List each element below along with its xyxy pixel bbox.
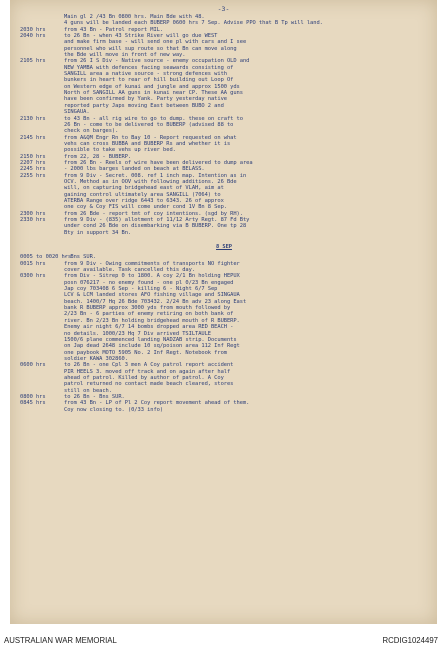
entry-text: - Bns SUR.	[64, 254, 96, 261]
entry-time: 2207 hrs	[20, 159, 46, 166]
entry-text: from 22, 28 - BUBERP.	[64, 153, 132, 160]
entry-time: 0005 to 0020 hrs	[20, 254, 72, 261]
entry-text: to 43 Bn - all rig wire to go to dump. these on craft to	[64, 115, 243, 122]
entry-text: bank R BUBERP approx 3000 yds from mouth followed by	[64, 305, 231, 312]
intro-line-cont: 4 guns will be landed each BUBERP 0600 hrs 7 Sep. Advise PPO that B Tp will land.	[64, 20, 323, 27]
entry-time	[20, 230, 64, 236]
entry-text: bunkers in heart to rear of hill building out Loop Of	[64, 77, 234, 84]
entry-text: no details. 1000/23 Hq 7 Div arrived TSILTAULE	[64, 330, 211, 337]
entry-text: cover available. Task cancelled this day.	[64, 267, 196, 274]
entry-text: North of SANGILL AA guns in kunai near CP. These AA guns	[64, 90, 243, 97]
entry-text: from A&QM Engr Rn to Bay 10 - Report requested on what	[64, 134, 237, 141]
entry-text: SANGILL area a native source - strong defences with	[64, 71, 227, 78]
entry-text: 2/23 Bn - 6 parties of enemy retiring on both bank of	[64, 311, 234, 318]
entry-text: reported party Japs moving East between BUBO 2 and	[64, 102, 224, 109]
entry-text: will, on capturing bridgehead east of VLAH, aim at	[64, 185, 224, 192]
entry-text: personnel who will sup route so that Bn can move along	[64, 45, 237, 52]
entry-time: 2150 hrs	[20, 153, 46, 160]
entry-text: 1500/6 plane commenced landing NADZAB strip. Documents	[64, 336, 237, 343]
entry-text: to 26 Bn - Bns SUR.	[64, 393, 125, 400]
entry-text: patrol returned no contact made beach cleared, stores	[64, 381, 234, 388]
entry-text: from Div - Sitrep 0 to 1800. A coy 2/1 Bn holding HEPUX	[64, 273, 240, 280]
entry-text: check on barges).	[64, 128, 119, 135]
entry-time: 2255 hrs	[20, 172, 46, 179]
date-heading: 8 SEP	[216, 244, 232, 251]
entry-text: still on beach.	[64, 387, 112, 394]
entry-text: posn 076217 - no enemy found - one pl 0/23 Bn engaged	[64, 279, 234, 286]
entry-text: from 9 Div - (835) allotment of 11/12 Arty Regt. 87 Fd Bty	[64, 217, 250, 223]
entry-text: - 2000 lbs barges landed on beach at BELASS.	[64, 166, 205, 173]
log-entry-cont	[20, 230, 428, 236]
entry-text: possible to take vehs up river bed.	[64, 147, 176, 154]
entry-time: 2145 hrs	[20, 134, 46, 141]
entry-time: 2105 hrs	[20, 58, 46, 65]
entries-8-sep	[20, 254, 428, 413]
entry-time: 2300 hrs	[20, 210, 46, 217]
log-entry-cont	[20, 407, 428, 413]
entry-text: from 26 Bde - report tmt of coy intentions. (sgd by RH).	[64, 210, 243, 217]
entry-text: the Bde will move in front of new way.	[64, 52, 186, 59]
entry-text: from 43 Bn - LP of Pl 2 Coy report movement ahead of them.	[64, 400, 250, 407]
entry-text: and make firm base - will send one pl with cars and I see	[64, 39, 247, 46]
entry-text: have been confirmed by Yank. Party yesterday native	[64, 96, 227, 103]
entry-text: gaining control ultimately area SANGILL (7064) to	[64, 191, 221, 198]
entry-time: 0300 hrs	[20, 273, 46, 280]
entry-text: OCV. Method as in OOV with following additions. 26 Bde	[64, 178, 237, 185]
entry-text: Jap coy 703408 6 Sep - killing 6 - Night 6/7 Sep	[64, 286, 218, 293]
entry-text: from 26 Bn - Reels of wire have been delivered to dump area	[64, 159, 253, 166]
entry-time	[20, 407, 64, 413]
entry-text: one coy & Coy FIS will come under cond 1V Bn 8 Sep.	[64, 204, 227, 211]
entry-text: soldier KAWA 302860.	[64, 355, 128, 362]
intro-line: Main gl 2 /43 Bn 0800 hrs. Main Bde with 48.	[64, 14, 205, 20]
footer	[0, 630, 443, 650]
entry-time: 0845 hrs	[20, 400, 46, 407]
page-number: -3-	[217, 5, 230, 13]
footer-source: AUSTRALIAN WAR MEMORIAL	[4, 636, 117, 645]
entry-time: 0015 hrs	[20, 260, 46, 267]
entry-text: vehs can cross BUBBA and BUBERP Rs and whether it is	[64, 140, 231, 147]
entry-text: LCV & LCM landed stores AFO fishing village and SINGAUA	[64, 292, 240, 299]
war-diary-text	[20, 14, 428, 413]
entries-7-sep	[20, 27, 428, 236]
entry-text: NEW YAMBA with defences facing seawards consisting of	[64, 64, 234, 71]
entry-text: SINGAUA.	[64, 109, 90, 116]
entry-text: from 9 Div - Secret. 008. ref 1 inch map. Intention as in	[64, 172, 247, 179]
entry-text: 26 Bn - come to be delivered to BUBERP (advised 88 to	[64, 121, 234, 128]
entry-time: 2130 hrs	[20, 115, 46, 122]
entry-text: to 26 Bn - when 43 Strike River will go due WEST	[64, 33, 218, 40]
entry-text: Enemy air night 6/7 14 bombs dropped area RED BEACH -	[64, 324, 234, 331]
entry-text: to 26 Bn - one Cpl 3 men A Coy patrol report accident	[64, 362, 234, 369]
entry-text: beach. 1400/7 Hq 26 Bde 703432. 2/24 Bn adv 23 along East	[64, 298, 247, 305]
entry-text: Coy now closing to. (0/33 info)	[64, 406, 164, 413]
entry-text: from 9 Div - Owing commitments of transports NO fighter	[64, 260, 240, 267]
entry-time: 2330 hrs	[20, 217, 46, 223]
entry-text: Bty in support 34 Bn.	[64, 229, 132, 236]
entry-time: 0600 hrs	[20, 362, 46, 369]
entry-text: under cond 26 Bde on disembarking via B BUBERP. One tp 28	[64, 223, 247, 230]
entry-time: 2030 hrs	[20, 26, 46, 33]
footer-id: RCDIG1024497	[382, 636, 438, 645]
document-page	[10, 0, 437, 624]
entry-time: 2040 hrs	[20, 33, 46, 40]
entry-time: 0800 hrs	[20, 393, 46, 400]
entry-text: PIR HEELS 3. moved off track and on again after half	[64, 368, 231, 375]
entry-text: from 43 Bn - Patrol report MIL.	[64, 26, 164, 33]
entry-text: river. Bn 2/23 Bn holding bridgehead mouth of R BUBERP.	[64, 317, 240, 324]
entry-text: one paybook MOTO 5905 No. 2 Inf Regt. Notebook from	[64, 349, 227, 356]
entry-text: ahead of patrol. Killed by author of patrol. A Coy	[64, 374, 224, 381]
entry-time: 2245 hrs	[20, 166, 46, 173]
entry-text: on Western edge of kunai and jungle and approx 1500 yds	[64, 83, 240, 90]
entry-text: on Jap dead 2648 include 10 sq/poison area 112 Inf Regt	[64, 343, 240, 350]
entry-text: from 26 I S Div - Native source - enemy occupation OLD and	[64, 58, 250, 65]
entry-text: ATERBA Range over ridge 6443 to 6343. 26 of approx	[64, 197, 224, 204]
